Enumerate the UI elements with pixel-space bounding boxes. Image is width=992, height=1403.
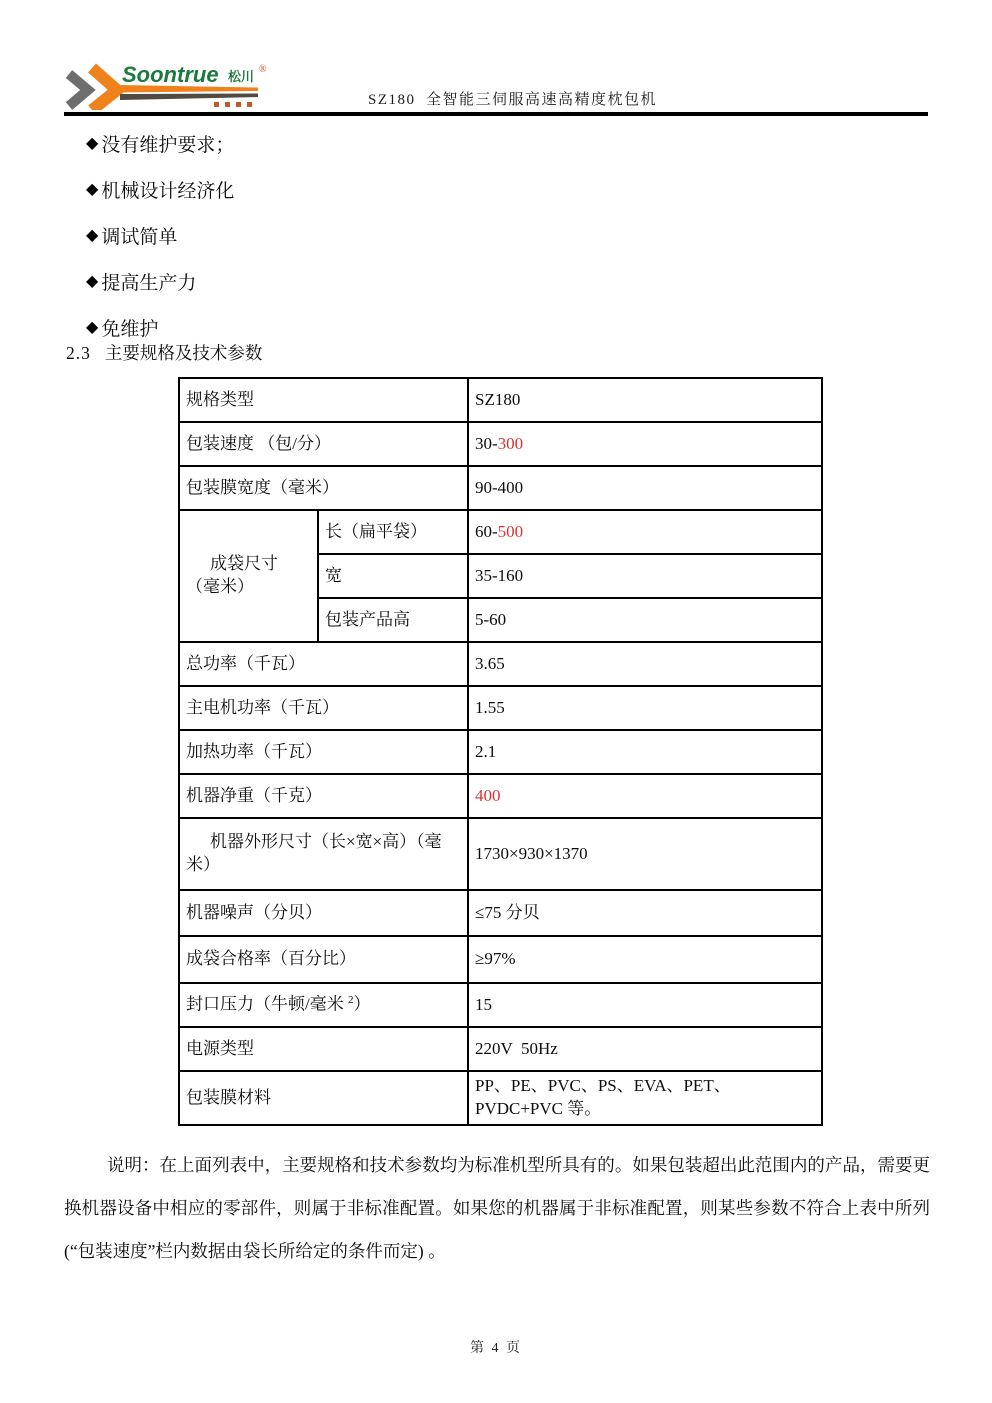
diamond-bullet-icon: ◆ [86,227,99,244]
section-number: 2.3 [66,343,91,363]
list-item [86,212,234,258]
spec-label-cell: 机器净重（千克） [179,774,468,818]
spec-label-cell: 主电机功率（千瓦） [179,686,468,730]
spec-table [178,377,823,1126]
spec-value-cell: PP、PE、PVC、PS、EVA、PET、PVDC+PVC 等。 [468,1071,822,1125]
spec-label-cell: 包装膜宽度（毫米） [179,466,468,510]
spec-label-cell: 电源类型 [179,1027,468,1071]
spec-value-cell: 220V 50Hz [468,1027,822,1071]
section-heading [66,340,262,365]
diamond-bullet-icon: ◆ [86,135,99,152]
list-item [86,166,234,212]
logo-stripe-gray [120,94,258,101]
header-divider [64,112,928,116]
spec-sublabel-cell: 宽 [318,554,468,598]
logo-tagline-marks [214,102,252,107]
logo-registered-mark: ® [259,64,267,75]
diamond-bullet-icon: ◆ [86,181,99,198]
spec-value-cell: 2.1 [468,730,822,774]
spec-value-cell: 60-500 [468,510,822,554]
table-row [179,422,822,466]
feature-label: 调试简单 [101,226,178,248]
page-number: 第 4 页 [470,1341,522,1356]
table-row [179,890,822,936]
highlighted-value: 300 [497,433,524,453]
note-paragraph: 说明：在上面列表中，主要规格和技术参数均为标准机型所具有的。如果包装超出此范围内的产品，需要更换机器设备中相应的零部件，则属于非标准配置。如果您的机器属于非标准配置，则某些参数不符合上表中所列(“包装速度”栏内数据由袋长所给定的条件而定) 。 [64,1154,930,1261]
chevron-orange-icon [92,68,117,110]
spec-group-label-cell: 成袋尺寸（毫米） [179,510,318,642]
section-title: 主要规格及技术参数 [104,343,263,363]
feature-list [86,120,234,350]
table-row [179,686,822,730]
spec-sublabel-cell: 长（扁平袋） [318,510,468,554]
table-row [179,466,822,510]
spec-label-cell: 包装膜材料 [179,1071,468,1125]
soontrue-logo [62,44,272,110]
spec-label-cell: 规格类型 [179,378,468,422]
feature-label: 免维护 [101,318,159,340]
logo-wordmark-cn: 松川 [228,69,255,84]
spec-label-cell: 包装速度 （包/分） [179,422,468,466]
table-row [179,1027,822,1071]
list-item [86,258,234,304]
table-row [179,818,822,890]
logo-wordmark: Soontrue [122,62,219,87]
table-row [179,936,822,983]
spec-value-cell: 5-60 [468,598,822,642]
table-row [179,1071,822,1125]
spec-value-cell: 3.65 [468,642,822,686]
spec-sublabel-cell: 包装产品高 [318,598,468,642]
chevron-gray-icon [69,74,88,106]
highlighted-value: 400 [475,785,501,805]
spec-value-cell: ≥97% [468,936,822,983]
spec-value-cell [468,774,822,818]
spec-value-cell: 1.55 [468,686,822,730]
spec-value-cell: 1730×930×1370 [468,818,822,890]
table-row [179,730,822,774]
spec-label-cell: 封口压力（牛顿/毫米 $^2$） [179,983,468,1027]
table-row [179,510,822,554]
spec-value-cell: ≤75 分贝 [468,890,822,936]
spec-value-cell: 35-160 [468,554,822,598]
spec-label-cell: 加热功率（千瓦） [179,730,468,774]
superscript: 2 [347,994,354,1007]
feature-label: 机械设计经济化 [101,180,235,202]
spec-label-cell: 成袋合格率（百分比） [179,936,468,983]
highlighted-value: 500 [497,521,524,541]
spec-label-cell: 机器噪声（分贝） [179,890,468,936]
spec-value-cell: 30-300 [468,422,822,466]
spec-label-cell: 机器外形尺寸（长×宽×高）（毫米） [179,818,468,890]
table-row [179,378,822,422]
diamond-bullet-icon: ◆ [86,319,99,336]
diamond-bullet-icon: ◆ [86,273,99,290]
spec-value-cell: 15 [468,983,822,1027]
list-item [86,120,234,166]
spec-value-cell: 90-400 [468,466,822,510]
table-row [179,983,822,1027]
document-title: SZ180 全智能三伺服高速高精度枕包机 [368,92,658,108]
spec-label-cell: 总功率（千瓦） [179,642,468,686]
feature-label: 提高生产力 [101,272,197,294]
feature-label: 没有维护要求； [101,134,235,156]
table-row [179,774,822,818]
table-row [179,642,822,686]
spec-value-cell: SZ180 [468,378,822,422]
